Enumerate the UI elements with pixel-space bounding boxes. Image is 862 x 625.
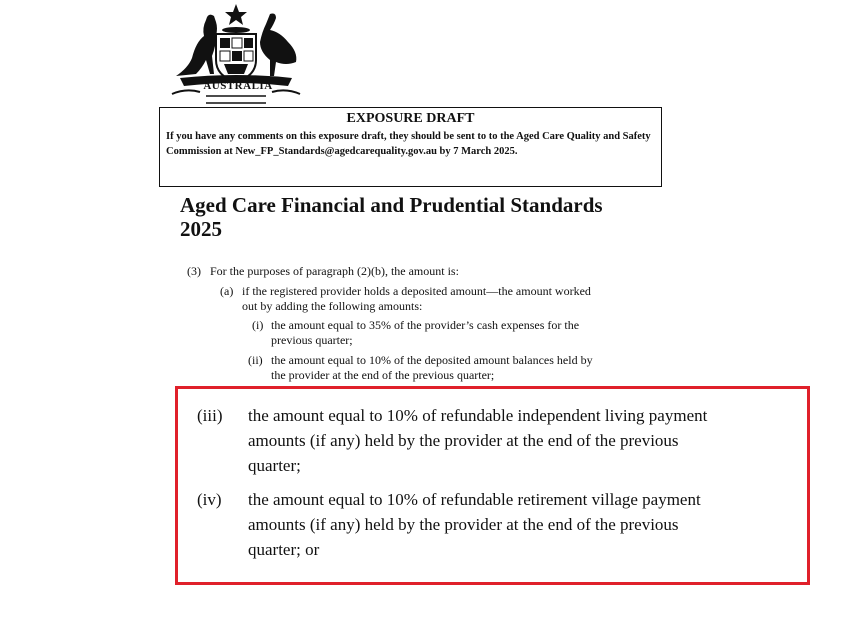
paragraph-a-label: (a) [220,284,234,298]
subparagraph-i-label: (i) [252,318,264,332]
subparagraph-i-line-2: previous quarter; [271,333,353,347]
subparagraph-iii-label: (iii) [197,406,223,425]
subparagraph-iv-line-1: the amount equal to 10% of refundable retirement village payment [248,490,701,509]
subsection-number: (3) [187,264,201,278]
subparagraph-iii-line-2: amounts (if any) held by the provider at the end of the previous [248,431,679,450]
subparagraph-ii-label: (ii) [248,353,263,367]
exposure-draft-box [159,107,662,187]
document-title-line-2: 2025 [180,217,222,241]
document-title [180,193,650,241]
exposure-draft-title: EXPOSURE DRAFT [346,111,475,126]
subparagraph-iv-line-3: quarter; or [248,540,320,559]
subparagraph-iii-line-3: quarter; [248,456,301,475]
document-title-line-1: Aged Care Financial and Prudential Standards [180,193,603,217]
subparagraph-iii-line-1: the amount equal to 10% of refundable independent living payment [248,406,708,425]
paragraph-a-line-2: out by adding the following amounts: [242,299,423,313]
subsection-text: For the purposes of paragraph (2)(b), the amount is: [210,264,459,278]
paragraph-a-line-1: if the registered provider holds a deposited amount—the amount worked [242,284,591,298]
subparagraph-ii-line-1: the amount equal to 10% of the deposited amount balances held by [271,353,593,367]
subparagraph-ii-line-2: the provider at the end of the previous quarter; [271,368,495,382]
exposure-draft-notice: If you have any comments on this exposure draft, they should be sent to to the Aged Care Quality and Safety Commission at New_FP_Standards@agedcarequality.gov.au by 7 March 2025. [166,131,651,157]
subparagraph-i-line-1: the amount equal to 35% of the provider’s cash expenses for the [271,318,580,332]
crest-label: AUSTRALIA [203,80,273,92]
subparagraph-iv-label: (iv) [197,490,222,509]
subparagraph-iv-line-2: amounts (if any) held by the provider at the end of the previous [248,515,679,534]
